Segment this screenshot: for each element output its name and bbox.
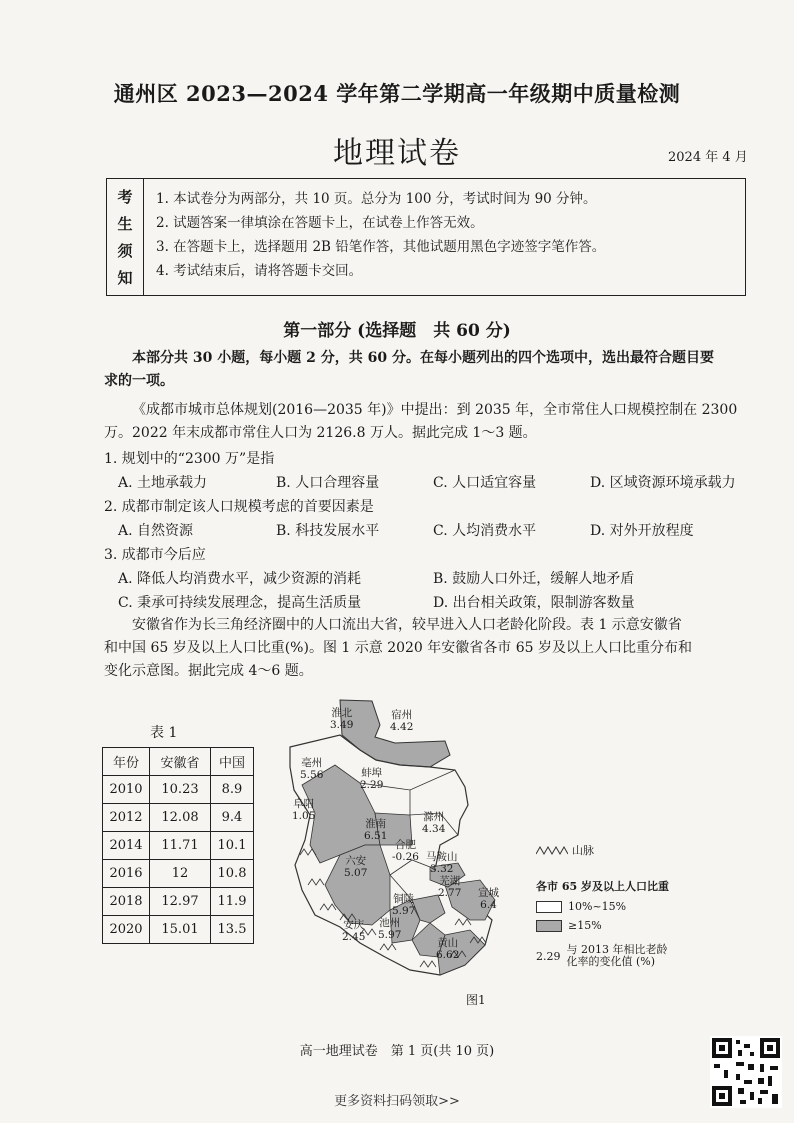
city-label-huainan: 淮南 6.51	[364, 818, 388, 842]
city-label-suzhou: 宿州 4.42	[390, 709, 414, 733]
table-cell: 12	[150, 860, 211, 888]
passage-line: 安徽省作为长三角经济圈中的人口流出大省，较早进入人口老龄化阶段。表 1 示意安徽省	[132, 617, 682, 633]
option-3a[interactable]: A. 降低人均消费水平，减少资源的消耗	[118, 571, 362, 587]
section-intro	[104, 347, 754, 393]
notice-label-char: 考	[117, 188, 133, 206]
legend-high-swatch	[536, 920, 562, 932]
option-2d[interactable]: D. 对外开放程度	[590, 523, 694, 539]
notice-label-char: 须	[117, 242, 133, 260]
legend-title: 各市 65 岁及以上人口比重	[536, 880, 669, 893]
table-header-cell: 年份	[103, 748, 150, 776]
notice-item: 4. 考试结束后，请将答题卡交回。	[156, 263, 363, 279]
passage-chengdu	[104, 399, 754, 445]
city-label-fuyang: 阜阳 1.05	[292, 798, 316, 822]
option-1a[interactable]: A. 土地承载力	[118, 475, 208, 491]
city-label-bozhou: 亳州 5.56	[300, 757, 324, 781]
table-cell: 8.9	[211, 776, 254, 804]
section-title: 第一部分 (选择题 共 60 分)	[283, 321, 511, 341]
city-label-luan: 六安 5.07	[344, 855, 368, 879]
page-footer: 高一地理试卷 第 1 页(共 10 页)	[299, 1044, 495, 1059]
exam-subject: 地理试卷	[333, 136, 461, 171]
option-1b[interactable]: B. 人口合理容量	[276, 475, 380, 491]
table-cell: 15.01	[150, 916, 211, 944]
notice-label	[107, 179, 144, 295]
city-label-xuancheng: 宣城 6.4	[478, 887, 499, 911]
table-row	[103, 860, 254, 888]
option-3b[interactable]: B. 鼓励人口外迁，缓解人地矛盾	[433, 571, 635, 587]
city-label-tongling: 铜陵 5.97	[392, 893, 416, 917]
table-cell: 9.4	[211, 804, 254, 832]
table-header-cell: 中国	[211, 748, 254, 776]
table-cell: 2014	[103, 832, 150, 860]
passage-anhui	[104, 614, 754, 683]
legend-low-swatch	[536, 901, 562, 913]
city-label-huangshan: 黄山 6.62	[436, 937, 460, 961]
option-1c[interactable]: C. 人口适宜容量	[433, 475, 537, 491]
table-cell: 10.23	[150, 776, 211, 804]
notice-item: 2. 试题答案一律填涂在答题卡上，在试卷上作答无效。	[156, 215, 484, 231]
option-3c[interactable]: C. 秉承可持续发展理念，提高生活质量	[118, 595, 362, 611]
option-3d[interactable]: D. 出台相关政策，限制游客数量	[433, 595, 635, 611]
legend-mountain: 山脉	[536, 842, 736, 858]
table-cell: 2012	[103, 804, 150, 832]
exam-date: 2024 年 4 月	[668, 150, 748, 165]
table-cell: 12.08	[150, 804, 211, 832]
table-cell: 13.5	[211, 916, 254, 944]
passage-line: 万。2022 年末成都市常住人口为 2126.8 万人。据此完成 1～3 题。	[104, 425, 537, 441]
table-cell: 2018	[103, 888, 150, 916]
table-cell: 11.9	[211, 888, 254, 916]
passage-line: 《成都市城市总体规划(2016—2035 年)》中提出：到 2035 年，全市常住人口规模控制在 2300	[132, 402, 738, 418]
candidate-notice-box	[106, 178, 746, 296]
mountain-icon	[536, 845, 568, 855]
anhui-map	[280, 695, 550, 1007]
option-2a[interactable]: A. 自然资源	[118, 523, 194, 539]
table-cell: 10.8	[211, 860, 254, 888]
table-1	[102, 747, 254, 944]
option-2b[interactable]: B. 科技发展水平	[276, 523, 380, 539]
figure-caption: 图1	[466, 993, 486, 1007]
passage-line: 和中国 65 岁及以上人口比重(%)。图 1 示意 2020 年安徽省各市 65 岁及以上人口比重分布和	[104, 640, 692, 656]
table-cell: 12.97	[150, 888, 211, 916]
qr-code[interactable]	[710, 1036, 782, 1108]
city-label-wuhu: 芜湖 2.77	[438, 875, 462, 899]
section-intro-line: 本部分共 30 小题，每小题 2 分，共 60 分。在每小题列出的四个选项中，选出最符合题目要	[132, 350, 714, 366]
qr-code-icon	[710, 1036, 782, 1108]
option-1d[interactable]: D. 区域资源环境承载力	[590, 475, 736, 491]
question-3-stem: 3. 成都市今后应	[104, 547, 206, 563]
table-row	[103, 888, 254, 916]
table-header-cell: 安徽省	[150, 748, 211, 776]
section-intro-line: 求的一项。	[104, 373, 174, 389]
passage-line: 变化示意图。据此完成 4～6 题。	[104, 663, 313, 679]
table-cell: 2010	[103, 776, 150, 804]
table-cell: 2016	[103, 860, 150, 888]
city-label-huaibei: 淮北 3.49	[330, 707, 354, 731]
table-row	[103, 832, 254, 860]
city-label-maanshan: 马鞍山 3.32	[426, 851, 458, 875]
table-row	[103, 804, 254, 832]
option-2c[interactable]: C. 人均消费水平	[433, 523, 537, 539]
notice-items	[144, 179, 745, 295]
table-row	[103, 776, 254, 804]
table-header-row	[103, 748, 254, 776]
city-label-bengbu: 蚌埠 2.29	[360, 767, 384, 791]
notice-item: 3. 在答题卡上，选择题用 2B 铅笔作答，其他试题用黑色字迹签字笔作答。	[156, 239, 606, 255]
map-legend	[536, 842, 736, 968]
exam-title: 通州区 2023—2024 学年第二学期高一年级期中质量检测	[113, 81, 681, 106]
notice-item: 1. 本试卷分为两部分，共 10 页。总分为 100 分，考试时间为 90 分钟。	[156, 191, 597, 207]
city-label-chizhou: 池州 5.97	[378, 917, 402, 941]
city-label-anqing: 安庆 2.45	[342, 919, 366, 943]
table-cell: 11.71	[150, 832, 211, 860]
table-cell: 10.1	[211, 832, 254, 860]
city-label-chuzhou: 滁州 4.34	[422, 811, 446, 835]
legend-high: ≥15%	[536, 919, 736, 932]
notice-label-char: 生	[117, 215, 133, 233]
city-label-hefei: 合肥 -0.26	[392, 839, 419, 863]
question-2-stem: 2. 成都市制定该人口规模考虑的首要因素是	[104, 499, 374, 515]
legend-change: 2.29 与 2013 年相比老龄 化率的变化值 (%)	[536, 943, 668, 968]
notice-label-char: 知	[117, 269, 133, 287]
legend-low: 10%~15%	[536, 900, 736, 913]
table-caption: 表 1	[150, 725, 178, 741]
question-1-stem: 1. 规划中的“2300 万”是指	[104, 451, 275, 467]
table-row	[103, 916, 254, 944]
more-resources-link[interactable]: 更多资料扫码领取>>	[334, 1094, 460, 1109]
table-cell: 2020	[103, 916, 150, 944]
